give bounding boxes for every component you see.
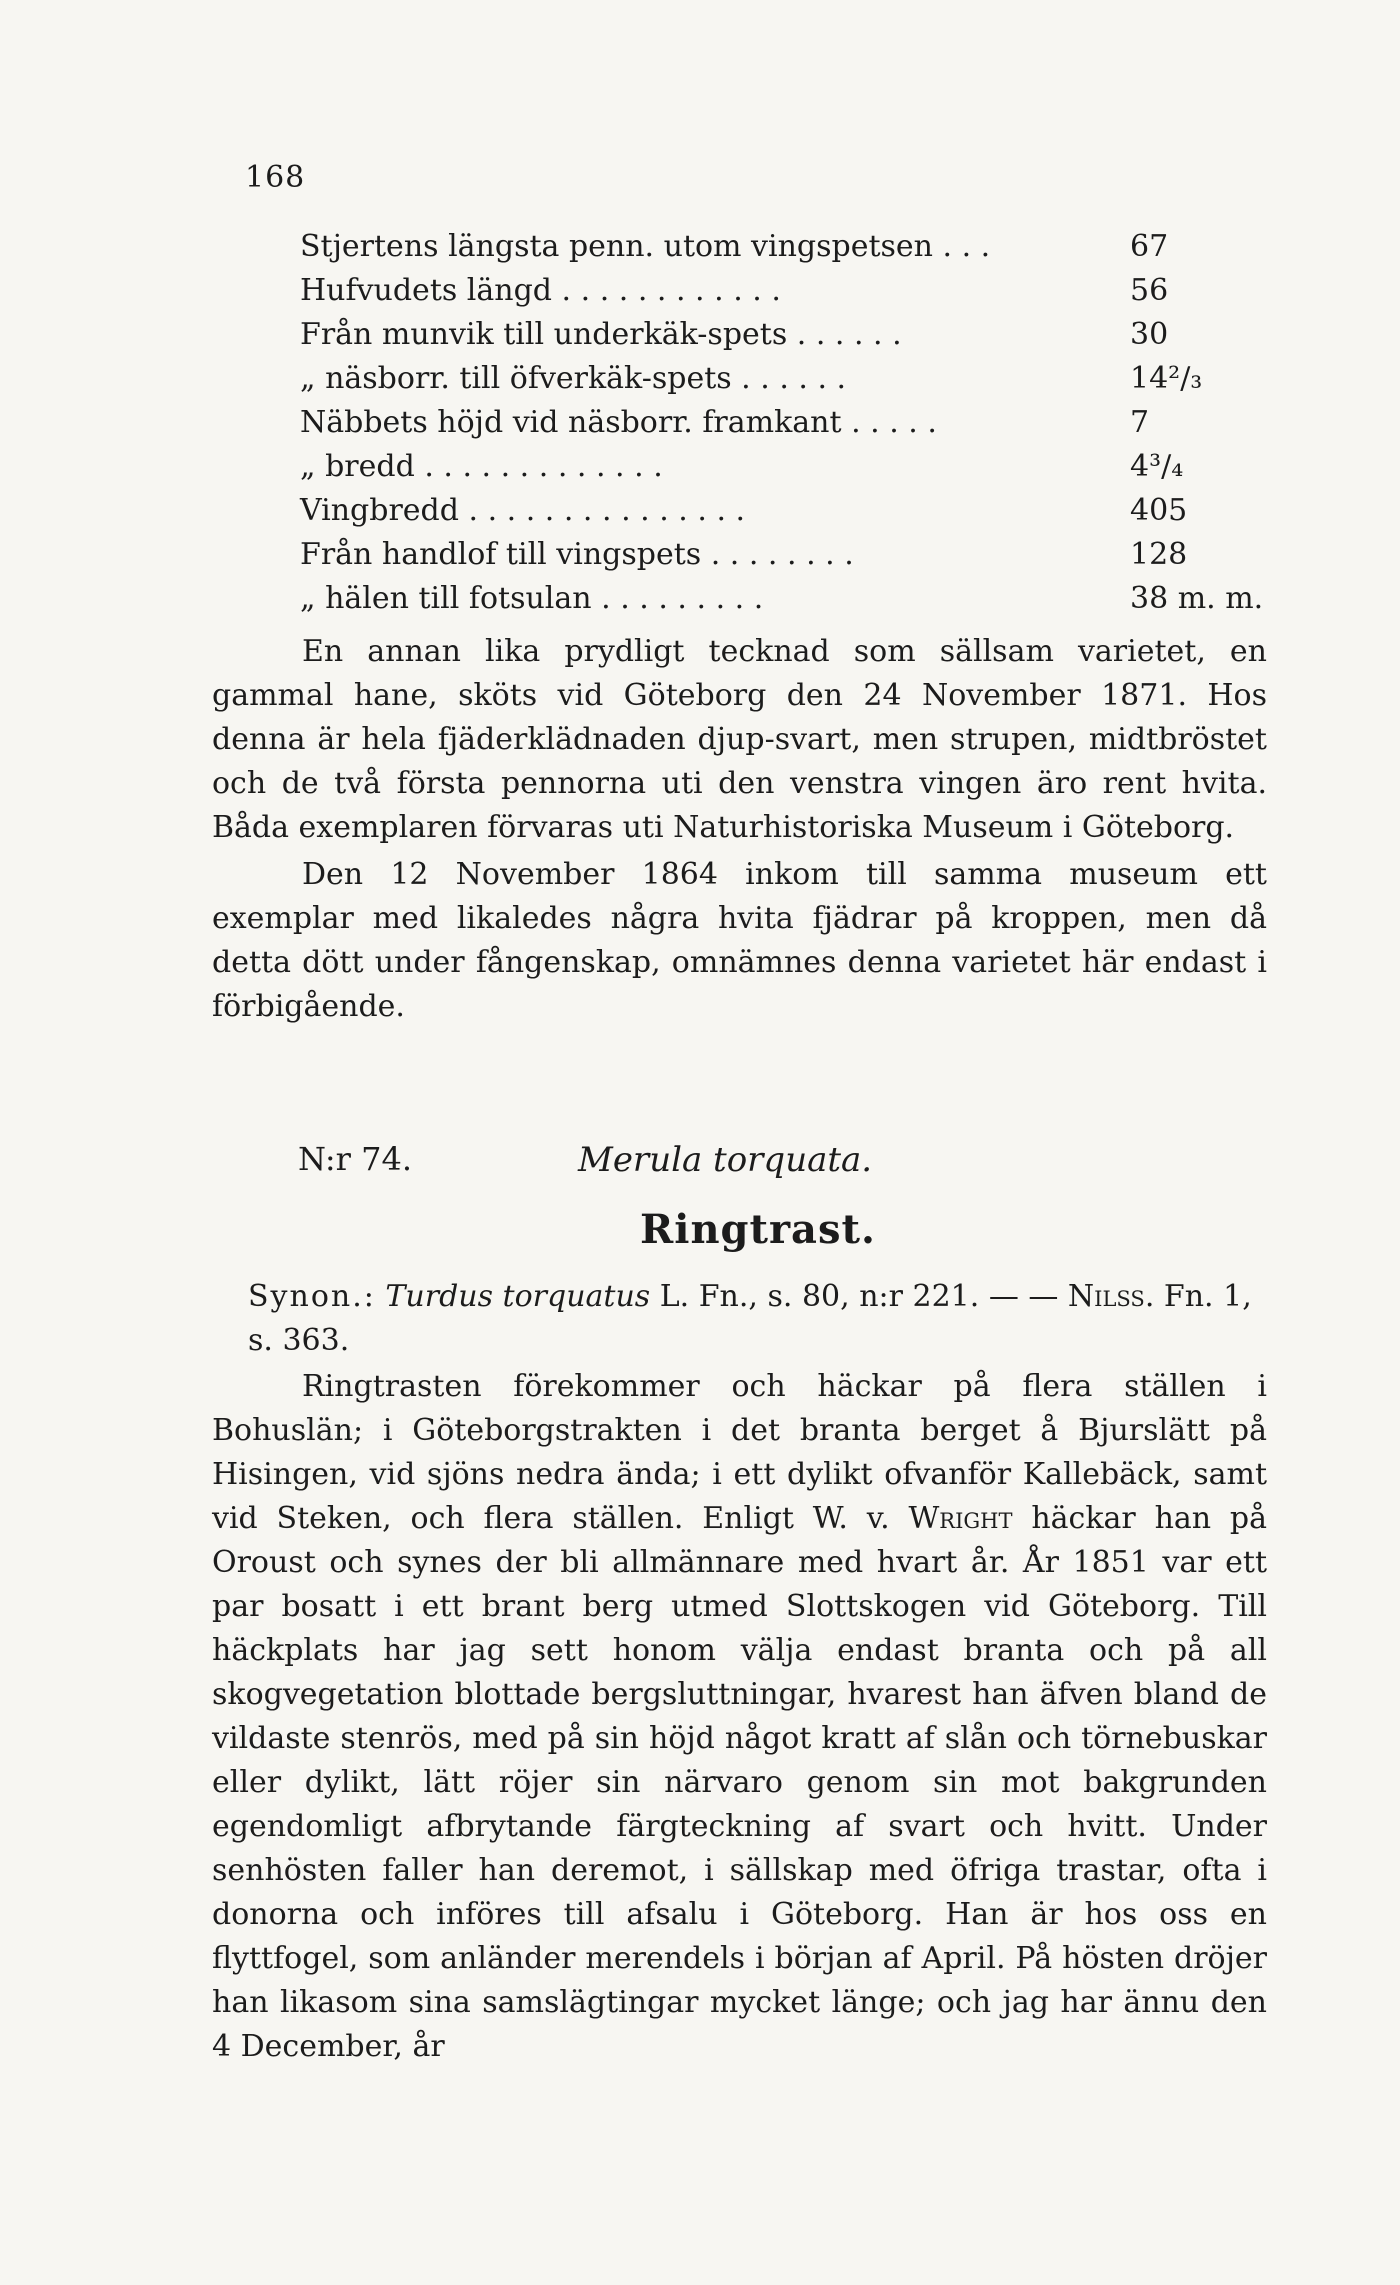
- measurement-value: 67: [1130, 229, 1169, 264]
- measurement-row: [300, 357, 1203, 401]
- measurement-row: [300, 401, 1160, 445]
- measurement-label: Från handlof till vingspets . . . . . . . .: [300, 537, 854, 572]
- synonym-author: Nilss.: [1067, 1279, 1155, 1314]
- measurement-row: [300, 269, 1169, 313]
- measurement-value: 38 m. m.: [1130, 581, 1264, 616]
- measurement-value: 7: [1130, 405, 1150, 440]
- paragraph-text: Ringtrasten förekommer och häckar på flera ställen i Bohuslän; i Göteborgstrakten i det branta berget å Bjurslätt på Hisingen, vid sjöns nedra ända; i ett dylikt ofvanför Kallebäck, samt vid Steken, och flera ställen. Enligt W. v.: [212, 1369, 1267, 1536]
- paragraph-museum-specimen: Den 12 November 1864 inkom till samma museum ett exemplar med likaledes några hvita fjädrar på kroppen, men då detta dött under fångenskap, omnämnes denna varietet här endast i förbigående.: [212, 857, 1267, 1024]
- measurement-row: [300, 577, 1264, 621]
- synonym-reference-2: Fn. 1, s. 363.: [248, 1279, 1252, 1358]
- measurement-label: „ näsborr. till öfverkäk-spets . . . . . .: [300, 361, 847, 396]
- measurement-label: Näbbets höjd vid näsborr. framkant . . . . .: [300, 405, 937, 440]
- measurement-table: [300, 225, 1264, 621]
- measurement-label: Hufvudets längd . . . . . . . . . . . .: [300, 273, 781, 308]
- measurement-value: 30: [1130, 317, 1169, 352]
- measurement-value: 14²/₃: [1130, 361, 1203, 396]
- measurement-value: 56: [1130, 273, 1169, 308]
- synonym-reference: L. Fn., s. 80, n:r 221. — —: [659, 1279, 1059, 1314]
- species-latin-name: Merula torquata.: [578, 1140, 873, 1180]
- measurement-row: [300, 489, 1188, 533]
- measurement-label: Vingbredd . . . . . . . . . . . . . . .: [300, 493, 746, 528]
- measurement-value: 128: [1130, 537, 1188, 572]
- measurement-label: Från munvik till underkäk-spets . . . . . .: [300, 317, 902, 352]
- measurement-row: [300, 533, 1188, 577]
- measurement-row: [300, 225, 1169, 269]
- measurement-label: „ hälen till fotsulan . . . . . . . . .: [300, 581, 764, 616]
- paragraph-ringtrast-description: [212, 1365, 1267, 2069]
- measurement-label: „ bredd . . . . . . . . . . . . .: [300, 449, 663, 484]
- paragraph-text: häckar han på Oroust och synes der bli allmännare med hvart år. År 1851 var ett par bosatt i ett brant berg utmed Slottskogen vid Göteborg. Till häckplats har jag sett honom välja endast branta och på all skogvegetation blottade bergsluttningar, hvarest han äfven bland de vildaste stenrös, med på sin höjd något kratt af slån och törnebuskar eller dylikt, lätt röjer sin närvaro genom sin mot bakgrunden egendomligt afbrytande färgteckning af svart och hvitt. Under senhösten faller han deremot, i sällskap med öfriga trastar, ofta i donorna och införes till afsalu i Göteborg. Han är hos oss en flyttfogel, som anländer merendels i början af April. På hösten dröjer han likasom sina samslägtingar mycket länge; och jag har ännu den 4 December, år: [212, 1501, 1268, 2064]
- synonym-label: Synon.:: [248, 1279, 376, 1314]
- page-number: 168: [245, 160, 306, 195]
- measurement-row: [300, 313, 1169, 357]
- measurement-value: 405: [1130, 493, 1188, 528]
- measurement-value: 4³/₄: [1130, 449, 1184, 484]
- cited-author: Wright: [908, 1501, 1013, 1536]
- species-heading: Ringtrast.: [640, 1206, 876, 1253]
- synonym-latin: Turdus torquatus: [385, 1279, 651, 1314]
- species-number: N:r 74.: [298, 1140, 412, 1178]
- measurement-row: [300, 445, 1184, 489]
- measurement-label: Stjertens längsta penn. utom vingspetsen . . .: [300, 229, 991, 264]
- synonym-line: [248, 1275, 1268, 1363]
- paragraph-variety-description: En annan lika prydligt tecknad som sällsam varietet, en gammal hane, sköts vid Göteborg den 24 November 1871. Hos denna är hela fjäderklädnaden djup-svart, men strupen, midtbröstet och de två första pennorna uti den venstra vingen äro rent hvita. Båda exemplaren förvaras uti Naturhistoriska Museum i Göteborg.: [212, 634, 1267, 845]
